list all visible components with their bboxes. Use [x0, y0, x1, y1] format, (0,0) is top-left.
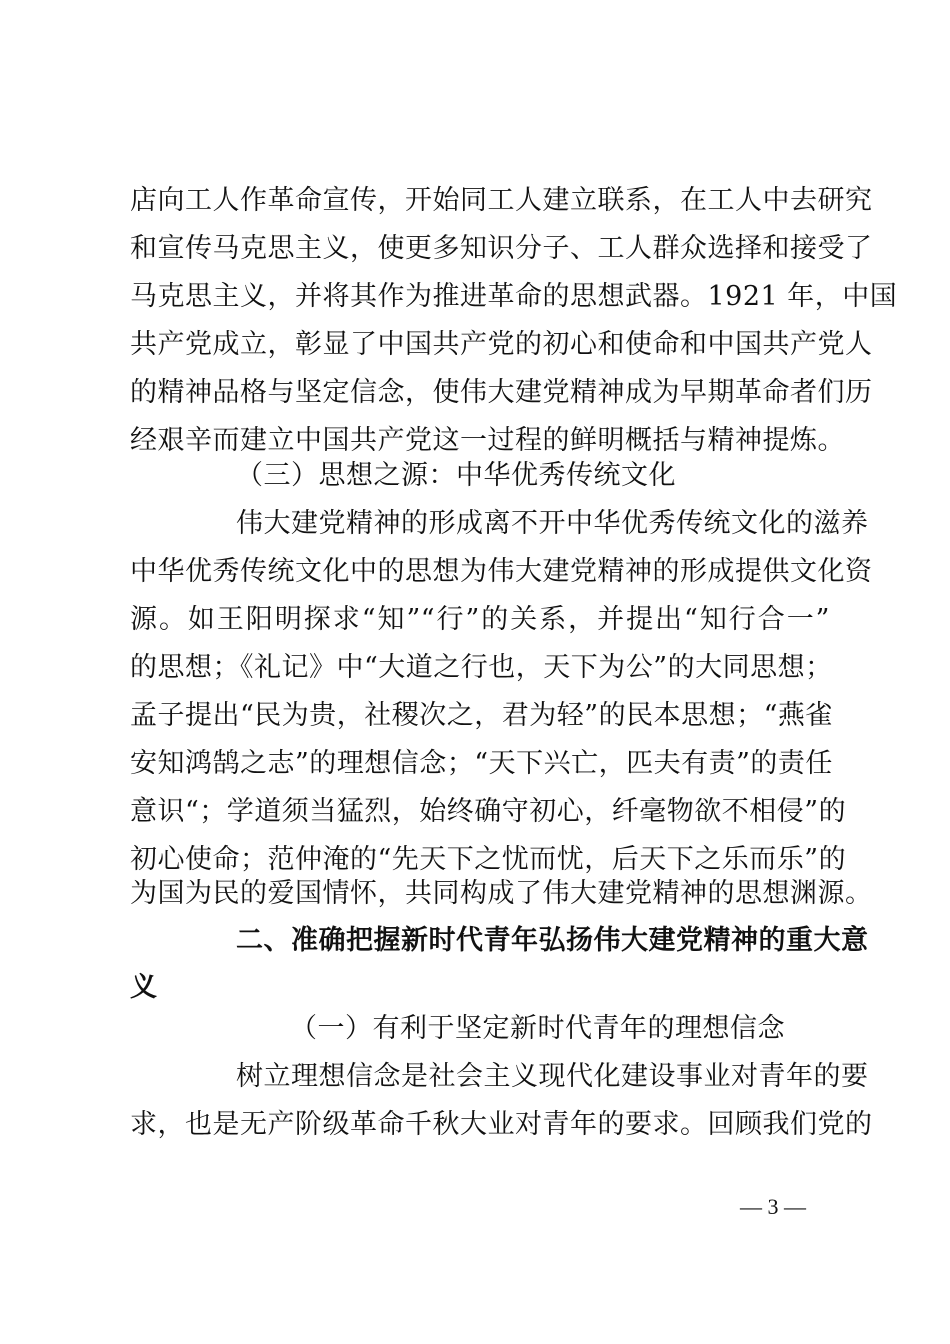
body-line: 树立理想信念是社会主义现代化建设事业对青年的要 [236, 1061, 869, 1092]
body-line: 源。如王阳明探求“知”“行”的关系，并提出“知行合一” [130, 604, 830, 635]
body-line: 马克思主义，并将其作为推进革命的思想武器。1921 年，中国 [130, 281, 898, 312]
page-number: — 3 — [740, 1194, 806, 1219]
body-line: 经艰辛而建立中国共产党这一过程的鲜明概括与精神提炼。 [130, 425, 845, 456]
body-line: 安知鸿鹄之志”的理想信念；“天下兴亡，匹夫有责”的责任 [130, 748, 833, 779]
body-line: 意识“；学道须当猛烈，始终确守初心，纤毫物欲不相侵”的 [130, 796, 847, 827]
body-line: 初心使命；范仲淹的“先天下之忧而忧，后天下之乐而乐”的 [130, 844, 847, 875]
body-line: 为国为民的爱国情怀，共同构成了伟大建党精神的思想渊源。 [130, 878, 873, 909]
body-line: 共产党成立，彰显了中国共产党的初心和使命和中国共产党人 [130, 329, 873, 360]
subsection-heading: （一）有利于坚定新时代青年的理想信念 [290, 1013, 785, 1044]
chapter-heading: 二、准确把握新时代青年弘扬伟大建党精神的重大意 [236, 925, 869, 956]
chapter-heading-continued: 义 [130, 972, 158, 1003]
body-line: 孟子提出“民为贵，社稷次之，君为轻”的民本思想；“燕雀 [130, 700, 833, 731]
body-line: 的思想；《礼记》中“大道之行也，天下为公”的大同思想； [130, 652, 833, 683]
body-line: 和宣传马克思主义，使更多知识分子、工人群众选择和接受了 [130, 233, 873, 264]
section-heading: （三）思想之源：中华优秀传统文化 [236, 460, 676, 491]
body-line: 中华优秀传统文化中的思想为伟大建党精神的形成提供文化资 [130, 556, 873, 587]
body-line: 店向工人作革命宣传，开始同工人建立联系，在工人中去研究 [130, 185, 873, 216]
body-line: 伟大建党精神的形成离不开中华优秀传统文化的滋养 [236, 508, 869, 539]
body-line: 的精神品格与坚定信念，使伟大建党精神成为早期革命者们历 [130, 377, 873, 408]
body-line: 求，也是无产阶级革命千秋大业对青年的要求。回顾我们党的 [130, 1109, 873, 1140]
